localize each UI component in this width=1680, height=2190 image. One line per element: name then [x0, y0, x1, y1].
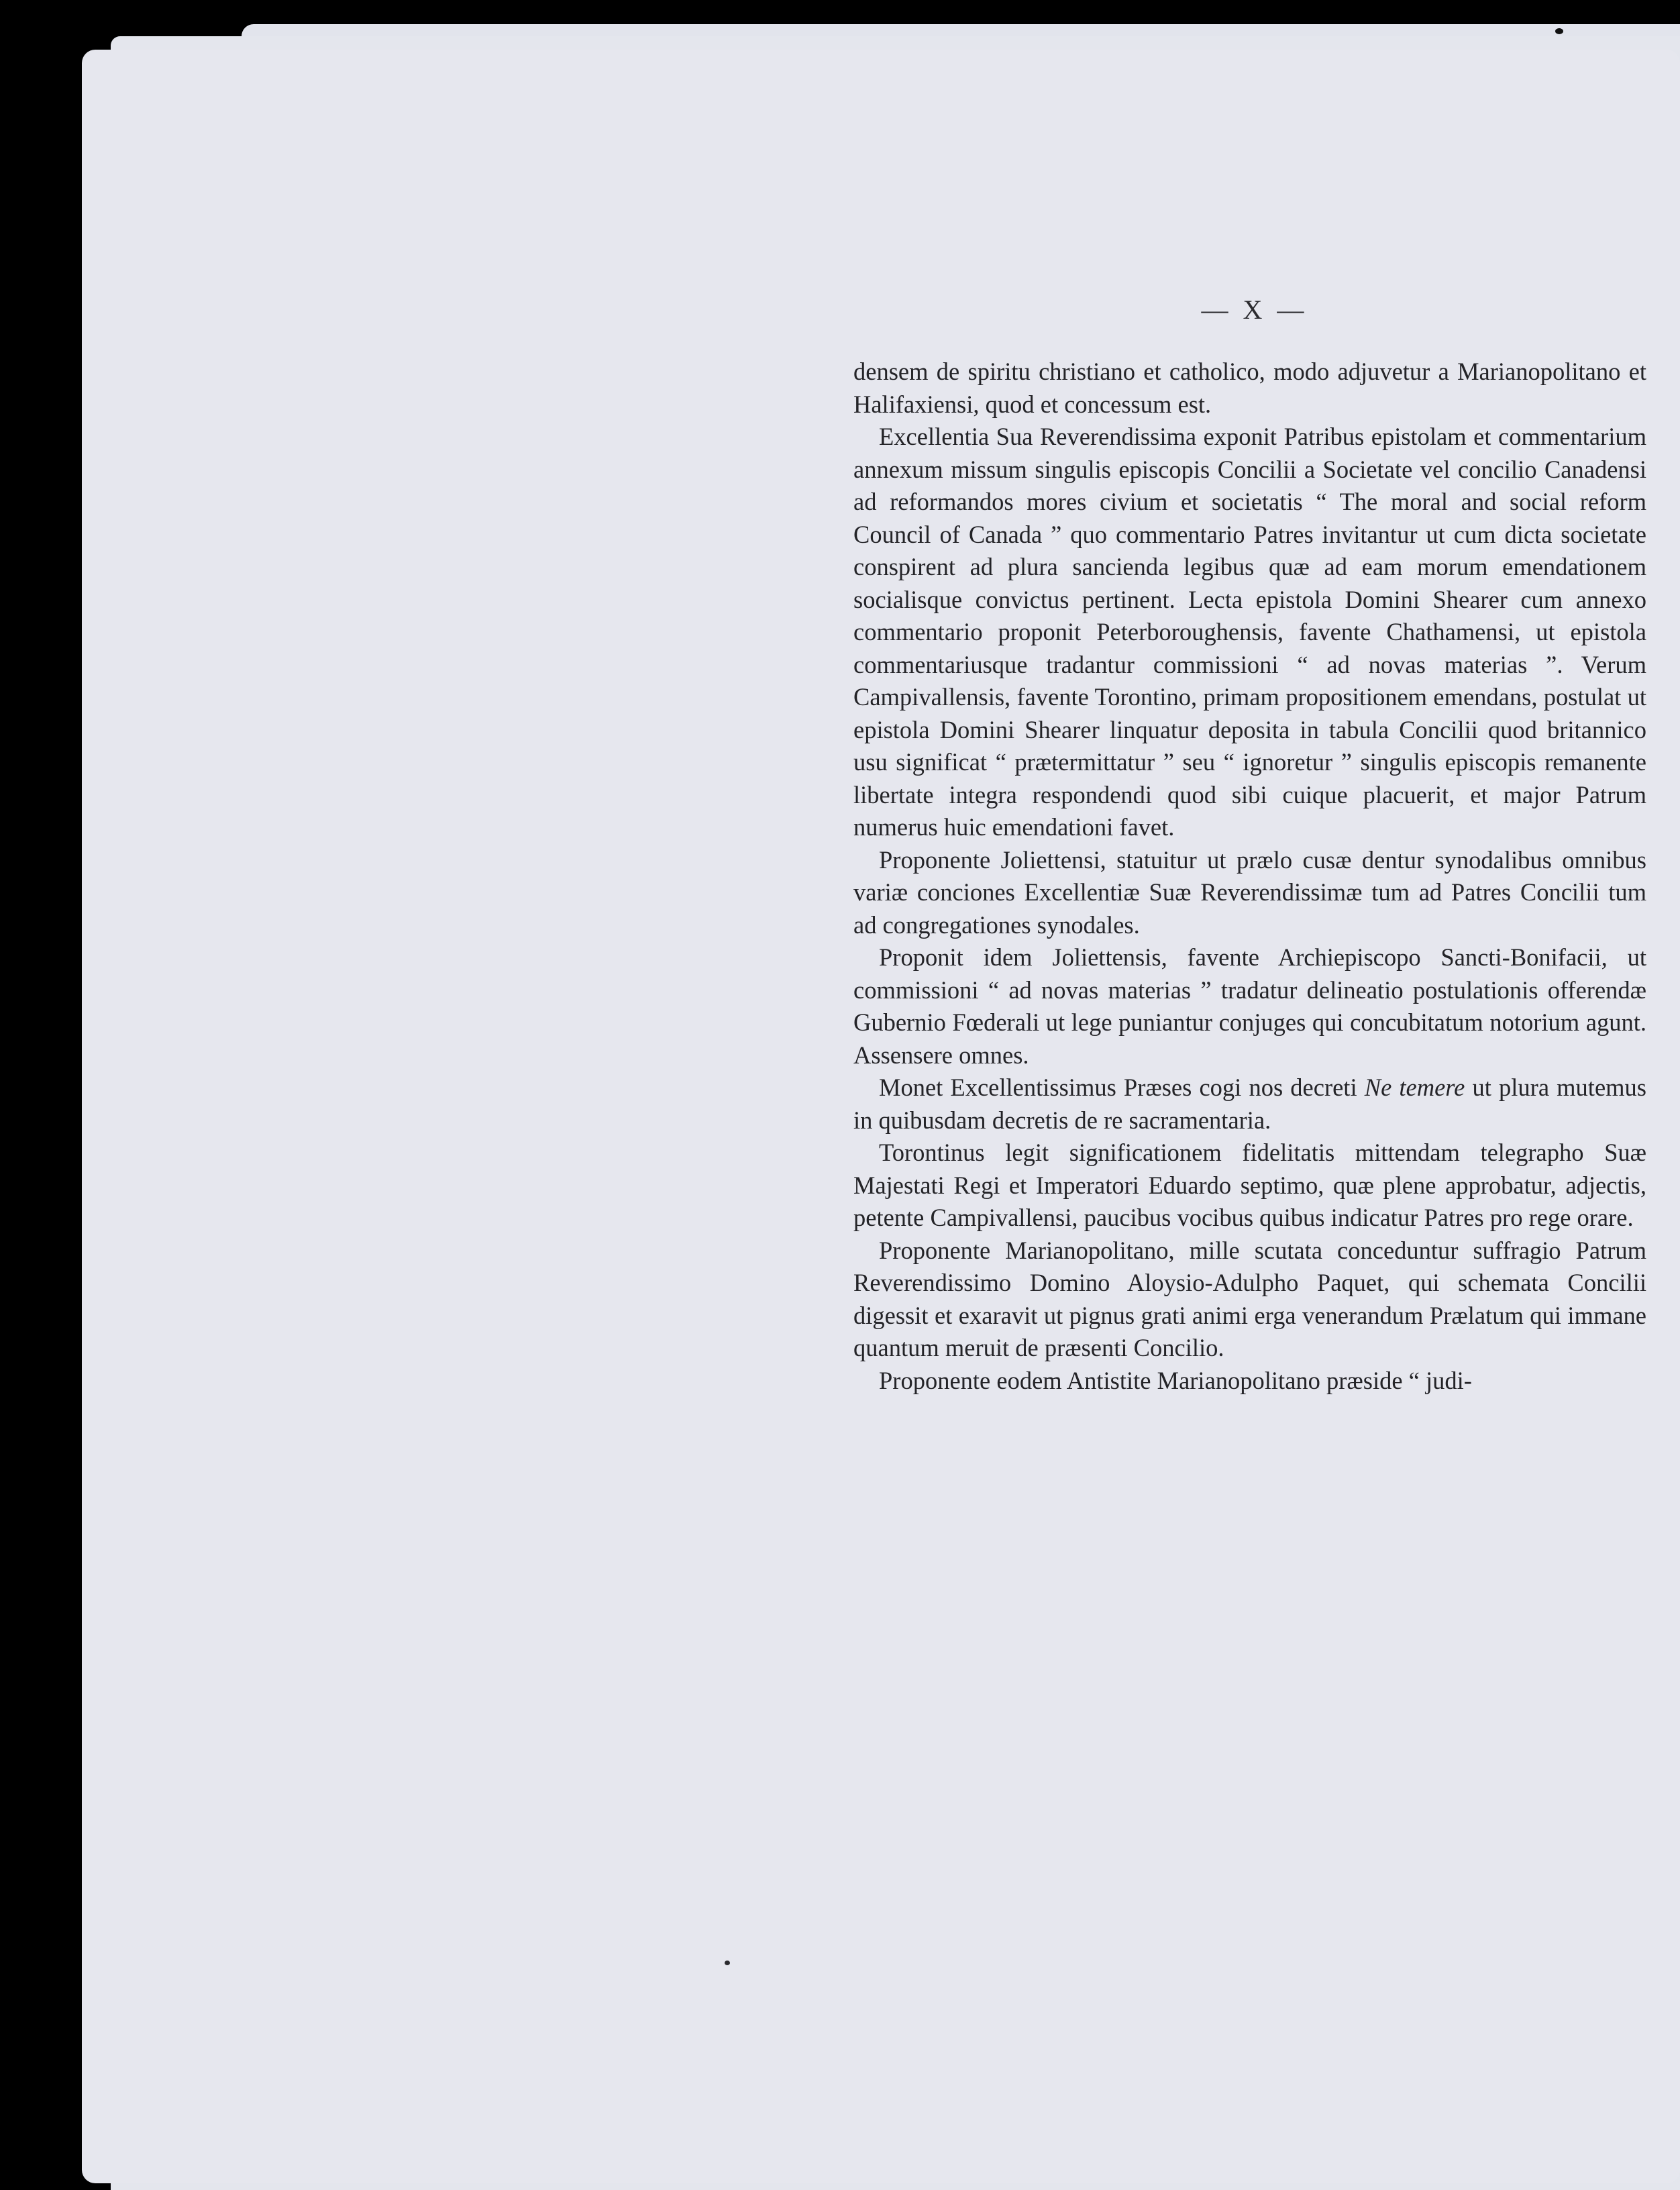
paragraph: Proponente eodem Antistite Marianopolitano præside “ judi-	[879, 1366, 1472, 1394]
paragraph	[853, 1072, 1646, 1137]
scan-speck	[725, 1961, 730, 1965]
paragraph: Proponente Joliettensi, statuitur ut prælo cusæ dentur synodalibus omnibus variæ conciones Excellentiæ Suæ Reverendissimæ tum ad Patres Concilii tum ad congregationes synodales.	[853, 845, 1646, 939]
scan-speck	[1555, 28, 1563, 34]
paragraph: densem de spiritu christiano et catholico, modo adjuvetur a Marianopolitano et Halifaxiensi, quod et concessum est.	[853, 358, 1646, 418]
paragraph: Torontinus legit significationem fidelitatis mittendam telegrapho Suæ Majestati Regi et Imperatori Eduardo septimo, quæ plene approbatur, adjectis, petente Campivallensi, paucibus vocibus quibus indicatur Patres pro rege orare.	[853, 1139, 1646, 1231]
paragraph: Proponit idem Joliettensis, favente Archiepiscopo Sancti-Bonifacii, ut commissioni “ ad novas materias ” tradatur delineatio postulationis offerendæ Gubernio Fœderali ut lege puniantur conjuges qui concubitatum notorium agunt. Assensere omnes.	[853, 943, 1646, 1069]
paragraph-text: ut plura mutemus in quibusdam decretis de re sacramentaria.	[853, 1074, 1646, 1134]
page-number: — X —	[1201, 295, 1308, 325]
body-text	[853, 356, 1646, 1397]
decree-title-italic: Ne temere	[1364, 1074, 1465, 1101]
paragraph: Proponente Marianopolitano, mille scutata conceduntur suffragio Patrum Reverendissimo Domino Aloysio-Adulpho Paquet, qui schemata Concilii digessit et exaravit ut pignus grati animi erga venerandum Prælatum qui immane quantum meruit de præsenti Concilio.	[853, 1236, 1646, 1361]
paragraph: Excellentia Sua Reverendissima exponit Patribus epistolam et commentarium annexum missum singulis episcopis Concilii a Societate vel concilio Canadensi ad reformandos mores civium et societatis “ The moral and social reform Council of Canada ” quo commentario Patres invitantur ut cum dicta societate conspirent ad plura sancienda legibus quæ ad eam morum emendationem socialisque convictus pertinent. Lecta epistola Domini Shearer cum annexo commentario proponit Peterboroughensis, favente Chathamensi, ut epistola commentariusque tradantur commissioni “ ad novas materias ”. Verum Campivallensis, favente Torontino, primam propositionem emendans, postulat ut epistola Domini Shearer linquatur deposita in tabula Concilii quod britannico usu significat “ prætermittatur ” seu “ ignoretur ” singulis episcopis remanente libertate integra respondendi quod sibi cuique placuerit, et major Patrum numerus huic emendationi favet.	[853, 423, 1646, 841]
paragraph-text: Monet Excellentissimus Præses cogi nos decreti	[879, 1074, 1365, 1101]
